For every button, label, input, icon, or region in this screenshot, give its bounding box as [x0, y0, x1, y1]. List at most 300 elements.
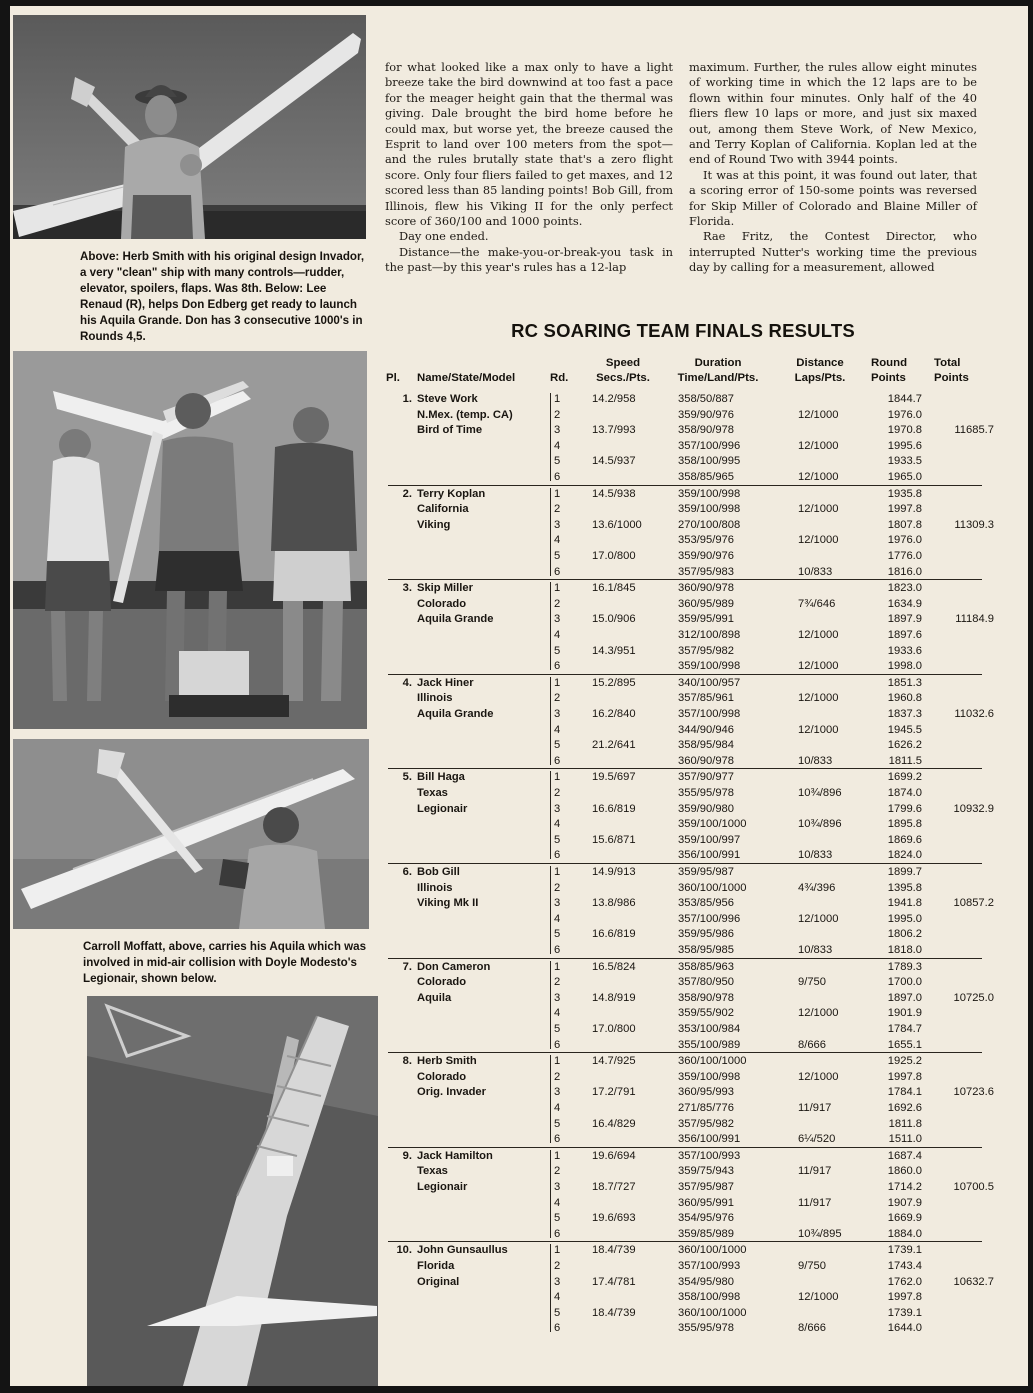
result-model: Aquila [417, 991, 452, 1004]
result-round-points: 1824.0 [887, 849, 922, 862]
result-speed: 18.4/739 [592, 1244, 636, 1257]
result-state: N.Mex. (temp. CA) [417, 408, 513, 421]
result-duration: 360/95/991 [678, 1196, 734, 1209]
result-round-number: 1 [554, 866, 561, 878]
result-speed: 17.4/781 [592, 1275, 636, 1288]
result-duration: 353/95/976 [678, 534, 734, 547]
result-speed: 16.1/845 [592, 582, 636, 595]
result-round-points: 1634.9 [887, 597, 922, 610]
result-speed: 19.6/694 [592, 1149, 636, 1162]
result-model: Bird of Time [417, 424, 483, 437]
result-total-points: 10700.5 [953, 1180, 994, 1193]
result-round-number: 2 [554, 881, 561, 894]
result-duration: 353/85/956 [678, 897, 734, 910]
result-round-number: 5 [554, 1306, 561, 1319]
result-model: Legionair [417, 1180, 468, 1193]
result-round-points: 1699.2 [887, 771, 922, 784]
result-divider [550, 1150, 551, 1238]
result-duration: 357/95/987 [678, 1180, 734, 1193]
photo-launch-group [13, 351, 367, 729]
result-round-number: 4 [554, 912, 561, 925]
result-duration: 271/85/776 [678, 1101, 734, 1114]
result-round-points: 1644.0 [887, 1322, 922, 1335]
result-duration: 358/95/985 [678, 944, 734, 956]
result-state: California [417, 503, 469, 516]
result-place: 5. [402, 771, 412, 784]
result-state: Colorado [417, 1070, 467, 1083]
result-round-number: 1 [554, 582, 561, 595]
result-speed: 14.2/958 [592, 393, 636, 405]
result-place: 8. [402, 1055, 412, 1068]
result-round-points: 1897.9 [887, 613, 922, 626]
result-round-number: 6 [554, 1227, 561, 1240]
result-round-number: 6 [554, 754, 561, 767]
result-duration: 359/100/997 [678, 833, 741, 846]
result-round-points: 1687.4 [887, 1149, 922, 1162]
result-distance: 9/750 [798, 976, 826, 989]
article-paragraph: Day one ended. [399, 229, 489, 244]
result-place: 10. [396, 1244, 412, 1257]
result-duration: 353/100/984 [678, 1022, 741, 1035]
result-total-points: 10632.7 [953, 1275, 994, 1288]
result-round-points: 1997.8 [887, 503, 922, 516]
result-round-number: 6 [554, 471, 561, 483]
result-round-points: 1669.9 [887, 1212, 922, 1225]
result-speed: 17.2/791 [592, 1086, 636, 1099]
result-speed: 14.7/925 [592, 1055, 636, 1068]
result-block [386, 1241, 1006, 1335]
result-round-number: 4 [554, 1007, 561, 1020]
result-duration: 357/100/993 [678, 1149, 741, 1162]
result-place: 6. [402, 866, 412, 878]
result-round-points: 1933.5 [887, 455, 922, 468]
results-title: RC SOARING TEAM FINALS RESULTS [511, 320, 855, 341]
result-speed: 15.0/906 [592, 613, 636, 626]
result-round-number: 5 [554, 1212, 561, 1225]
result-round-points: 1714.2 [887, 1180, 922, 1193]
result-divider [550, 1055, 551, 1143]
result-block [386, 863, 1006, 957]
header-duration [668, 356, 768, 386]
result-duration: 355/95/978 [678, 786, 734, 799]
result-speed: 19.5/697 [592, 771, 636, 784]
result-divider [550, 393, 551, 481]
header-duration-line2: Time/Land/Pts. [677, 372, 759, 384]
result-name: Don Cameron [417, 960, 491, 973]
result-duration: 270/100/808 [678, 518, 741, 531]
article-paragraph: Distance—the make-you-or-break-you task in the past—by this year's rules has a 12-lap [385, 244, 673, 275]
result-divider [550, 771, 551, 859]
result-name: Bill Haga [417, 771, 465, 784]
result-round-number: 3 [554, 1086, 561, 1099]
result-round-points: 1945.5 [887, 723, 922, 736]
result-model: Aquila Grande [417, 613, 494, 626]
result-round-points: 1976.0 [887, 408, 922, 421]
result-duration: 356/100/991 [678, 1133, 741, 1146]
result-speed: 17.0/800 [592, 549, 636, 562]
result-block [386, 1052, 1006, 1146]
result-speed: 14.5/937 [592, 455, 636, 468]
header-place: Pl. [386, 372, 400, 384]
result-round-number: 2 [554, 692, 561, 705]
result-speed: 15.6/871 [592, 833, 636, 846]
result-duration: 359/95/991 [678, 613, 734, 626]
result-round-points: 1976.0 [887, 534, 922, 547]
result-duration: 354/95/976 [678, 1212, 734, 1225]
result-speed: 18.7/727 [592, 1180, 636, 1193]
result-total-points: 11309.3 [954, 518, 994, 531]
result-round-points: 1895.8 [887, 818, 922, 831]
result-duration: 359/90/976 [678, 549, 734, 562]
result-duration: 360/90/978 [678, 754, 734, 767]
article-column-2 [689, 60, 977, 276]
header-total-points-line1: Total [934, 357, 961, 369]
result-model: Orig. Invader [417, 1086, 487, 1099]
result-duration: 355/95/978 [678, 1322, 734, 1335]
result-distance: 12/1000 [798, 628, 839, 641]
result-round-number: 1 [554, 393, 561, 405]
result-distance: 10/833 [798, 849, 833, 862]
result-round-points: 1965.0 [887, 471, 922, 483]
result-round-number: 1 [554, 676, 561, 689]
result-round-number: 4 [554, 439, 561, 452]
result-speed: 16.6/819 [592, 928, 636, 941]
header-speed-line1: Speed [605, 357, 641, 369]
result-round-points: 1925.2 [887, 1055, 922, 1068]
result-block [386, 674, 1006, 768]
result-round-number: 1 [554, 1244, 561, 1257]
result-round-points: 1851.3 [887, 676, 922, 689]
result-round-number: 4 [554, 818, 561, 831]
result-round-points: 1700.0 [887, 976, 922, 989]
result-speed: 16.4/829 [592, 1117, 636, 1130]
result-round-points: 1899.7 [887, 866, 922, 878]
result-speed: 13.6/1000 [592, 518, 642, 531]
result-divider [550, 488, 551, 576]
result-duration: 358/100/998 [678, 1291, 741, 1304]
result-total-points: 11685.7 [954, 424, 994, 437]
result-round-number: 4 [554, 1101, 561, 1114]
header-distance [784, 356, 856, 386]
result-round-points: 1818.0 [887, 944, 922, 956]
result-name: Terry Koplan [417, 487, 486, 500]
result-round-number: 2 [554, 786, 561, 799]
result-duration: 359/100/998 [678, 487, 741, 500]
result-state: Illinois [417, 692, 453, 705]
result-round-number: 6 [554, 1322, 561, 1335]
result-duration: 359/90/980 [678, 802, 734, 815]
result-round-points: 1811.8 [888, 1117, 922, 1130]
result-round-points: 1941.8 [887, 897, 922, 910]
result-block [386, 579, 1006, 673]
result-round-number: 3 [554, 518, 561, 531]
result-model: Original [417, 1275, 460, 1288]
result-duration: 359/90/976 [678, 408, 734, 421]
result-duration: 360/95/989 [678, 597, 734, 610]
photo-launch-group-image [13, 351, 367, 729]
result-round-number: 2 [554, 1070, 561, 1083]
article-paragraph: maximum. Further, the rules allow eight minutes of working time in which the 12 laps are to be flown within four minutes. Only half of the 40 fliers flew 10 laps or more, and just six maxed out, among them Steve Work, of New Mexico, and Terry Koplan of California. Koplan led at the end of Round Two with 3944 points. [689, 60, 977, 167]
result-state: Texas [417, 1165, 448, 1178]
result-name: Bob Gill [417, 866, 460, 878]
result-round-number: 3 [554, 802, 561, 815]
result-distance: 12/1000 [798, 408, 839, 421]
header-name: Name/State/Model [417, 372, 516, 384]
result-round-points: 1655.1 [887, 1038, 922, 1051]
result-round-points: 1874.0 [887, 786, 922, 799]
result-round-number: 1 [554, 960, 561, 973]
result-duration: 358/50/887 [678, 393, 734, 405]
result-duration: 357/100/996 [678, 912, 741, 925]
result-distance: 8/666 [798, 1322, 826, 1335]
header-distance-line1: Distance [796, 357, 844, 369]
result-distance: 12/1000 [798, 1291, 839, 1304]
result-duration: 359/100/1000 [678, 818, 747, 831]
result-state: Colorado [417, 597, 467, 610]
result-round-number: 3 [554, 707, 561, 720]
result-block [386, 768, 1006, 862]
photo-herb-smith-glider [13, 15, 366, 239]
result-duration: 358/85/963 [678, 960, 734, 973]
result-distance: 11/917 [798, 1165, 832, 1178]
result-distance: 10¾/896 [798, 786, 842, 799]
result-distance: 10¾/896 [798, 818, 842, 831]
result-distance: 10¾/895 [798, 1227, 842, 1240]
result-duration: 357/100/998 [678, 707, 741, 720]
photo-carroll-moffatt [13, 739, 369, 929]
result-duration: 360/100/1000 [678, 1306, 747, 1319]
result-distance: 12/1000 [798, 723, 839, 736]
result-duration: 359/55/902 [678, 1007, 734, 1020]
result-round-points: 1869.6 [887, 833, 922, 846]
result-round-number: 5 [554, 833, 561, 846]
result-block [386, 958, 1006, 1052]
result-duration: 312/100/898 [678, 628, 741, 641]
result-speed: 15.2/895 [592, 676, 636, 689]
result-model: Aquila Grande [417, 707, 494, 720]
result-duration: 359/75/943 [678, 1165, 734, 1178]
result-duration: 358/100/995 [678, 455, 741, 468]
result-duration: 344/90/946 [678, 723, 734, 736]
result-distance: 12/1000 [798, 692, 839, 705]
result-round-points: 1897.6 [887, 628, 922, 641]
result-round-number: 4 [554, 723, 561, 736]
result-round-points: 1907.9 [887, 1196, 922, 1209]
result-distance: 12/1000 [798, 660, 839, 673]
result-round-number: 6 [554, 1038, 561, 1051]
result-total-points: 10932.9 [953, 802, 994, 815]
result-name: Steve Work [417, 393, 478, 405]
result-divider [550, 961, 551, 1049]
result-round-points: 1739.1 [887, 1244, 922, 1257]
result-round-number: 5 [554, 644, 561, 657]
photo-legionair-image [87, 996, 378, 1386]
result-name: Herb Smith [417, 1055, 477, 1068]
result-block [386, 485, 1006, 579]
result-round-points: 1743.4 [887, 1259, 922, 1272]
result-state: Illinois [417, 881, 453, 894]
result-round-points: 1807.8 [887, 518, 922, 531]
result-round-number: 5 [554, 455, 561, 468]
result-duration: 358/95/984 [678, 739, 734, 752]
caption-carroll-moffatt: Carroll Moffatt, above, carries his Aquila which was involved in mid-air collision with Doyle Modesto's Legionair, shown below. [83, 940, 367, 985]
result-name: John Gunsaullus [417, 1244, 508, 1257]
result-round-points: 1626.2 [887, 739, 922, 752]
result-round-number: 3 [554, 424, 561, 437]
result-round-number: 5 [554, 928, 561, 941]
result-duration: 357/95/982 [678, 1117, 734, 1130]
result-round-number: 3 [554, 613, 561, 626]
result-speed: 14.8/919 [592, 991, 636, 1004]
result-speed: 16.2/840 [592, 707, 636, 720]
result-round-points: 1995.0 [887, 912, 922, 925]
result-round-number: 2 [554, 1165, 561, 1178]
result-round-points: 1844.7 [887, 393, 922, 405]
header-total-points-line2: Points [934, 372, 969, 384]
result-round-number: 1 [554, 487, 561, 500]
result-state: Colorado [417, 976, 467, 989]
result-duration: 359/95/986 [678, 928, 734, 941]
result-round-points: 1799.6 [887, 802, 922, 815]
result-distance: 4¾/396 [798, 881, 836, 894]
result-duration: 358/90/978 [678, 991, 734, 1004]
result-distance: 10/833 [798, 565, 833, 578]
result-duration: 340/100/957 [678, 676, 741, 689]
result-round-number: 5 [554, 739, 561, 752]
result-model: Viking Mk II [417, 897, 479, 910]
result-speed: 13.7/993 [592, 424, 636, 437]
result-round-number: 6 [554, 1133, 561, 1146]
result-distance: 12/1000 [798, 1070, 839, 1083]
result-duration: 355/100/989 [678, 1038, 741, 1051]
result-distance: 12/1000 [798, 912, 839, 925]
result-round-points: 1395.8 [887, 881, 922, 894]
result-name: Skip Miller [417, 582, 473, 595]
article-paragraph: It was at this point, it was found out later, that a scoring error of 150-some points was reversed for Skip Miller of Colorado and Blaine Miller of Florida. [689, 167, 977, 229]
result-round-points: 1784.7 [887, 1022, 922, 1035]
result-duration: 357/100/996 [678, 439, 741, 452]
result-duration: 357/80/950 [678, 976, 734, 989]
result-round-number: 3 [554, 991, 561, 1004]
result-speed: 16.6/819 [592, 802, 636, 815]
result-speed: 14.5/938 [592, 487, 636, 500]
result-speed: 17.0/800 [592, 1022, 636, 1035]
result-speed: 19.6/693 [592, 1212, 636, 1225]
result-round-points: 1998.0 [887, 660, 922, 673]
result-total-points: 11184.9 [955, 613, 994, 626]
header-round-points-line2: Points [871, 372, 906, 384]
result-duration: 359/100/998 [678, 660, 741, 673]
result-duration: 357/85/961 [678, 692, 734, 705]
result-round-number: 1 [554, 1055, 561, 1068]
result-state: Texas [417, 786, 448, 799]
header-duration-line1: Duration [694, 357, 742, 369]
result-round-number: 6 [554, 944, 561, 956]
result-round-points: 1970.8 [887, 424, 922, 437]
result-distance: 12/1000 [798, 1007, 839, 1020]
result-round-points: 1762.0 [887, 1275, 922, 1288]
result-place: 7. [402, 960, 412, 973]
result-round-number: 5 [554, 1022, 561, 1035]
result-round-points: 1776.0 [887, 549, 922, 562]
caption-herb-smith: Above: Herb Smith with his original design Invador, a very "clean" ship with many controls—rudder, elevator, spoilers, flaps. Was 8th. Below: Lee Renaud (R), helps Don Edberg get ready to launch his Aquila Grande. Don has 3 consecutive 1000's in Rounds 4,5. [80, 250, 365, 343]
result-divider [550, 582, 551, 670]
result-round-points: 1995.6 [887, 439, 922, 452]
result-distance: 9/750 [798, 1259, 826, 1272]
result-model: Legionair [417, 802, 468, 815]
result-duration: 359/95/987 [678, 866, 734, 878]
result-speed: 14.3/951 [592, 644, 636, 657]
result-round-number: 3 [554, 1180, 561, 1193]
result-round-points: 1692.6 [887, 1101, 922, 1114]
result-round-points: 1789.3 [887, 960, 922, 973]
result-distance: 12/1000 [798, 503, 839, 516]
result-distance: 12/1000 [798, 471, 839, 483]
result-duration: 360/100/1000 [678, 1055, 747, 1068]
result-round-number: 6 [554, 849, 561, 862]
result-round-number: 2 [554, 408, 561, 421]
result-round-points: 1837.3 [887, 707, 922, 720]
result-duration: 360/90/978 [678, 582, 734, 595]
header-speed [582, 356, 664, 386]
result-round-number: 1 [554, 771, 561, 784]
result-round-number: 4 [554, 534, 561, 547]
result-model: Viking [417, 518, 451, 531]
result-round-number: 2 [554, 503, 561, 516]
article-paragraph: Rae Fritz, the Contest Director, who interrupted Nutter's working time the previous day by calling for a measurement, allowed [689, 229, 977, 275]
result-round-number: 5 [554, 549, 561, 562]
result-round-points: 1811.5 [888, 754, 922, 767]
result-distance: 11/917 [798, 1101, 832, 1114]
result-total-points: 10857.2 [953, 897, 994, 910]
result-duration: 356/100/991 [678, 849, 741, 862]
header-total-points [934, 356, 994, 386]
result-round-number: 3 [554, 1275, 561, 1288]
result-round-number: 2 [554, 597, 561, 610]
result-round-points: 1823.0 [887, 582, 922, 595]
result-round-number: 1 [554, 1149, 561, 1162]
article-paragraph: for what looked like a max only to have a light breeze take the bird downwind at too fast a pace for the meager height gain that the thermal was giving. Dale brought the bird home before he could max, but worse yet, the breeze caused the Esprit to land over 100 meters from the spot—and the rules brutally state that's a zero flight score. Only four fliers failed to get maxes, and 12 scored less than 85 landing points! Bob Gill, from Illinois, flew his Viking II for the only perfect score of 360/100 and 1000 points. [385, 60, 673, 229]
result-duration: 358/85/965 [678, 471, 734, 483]
header-round-points-line1: Round [871, 357, 908, 369]
results-table-header [386, 346, 1006, 388]
result-round-points: 1901.9 [887, 1007, 922, 1020]
result-divider [550, 1244, 551, 1332]
result-round-points: 1739.1 [887, 1306, 922, 1319]
result-round-points: 1997.8 [887, 1291, 922, 1304]
result-distance: 7¾/646 [798, 597, 836, 610]
result-round-points: 1784.1 [887, 1086, 922, 1099]
result-duration: 357/100/993 [678, 1259, 741, 1272]
result-round-points: 1897.0 [887, 991, 922, 1004]
result-place: 4. [402, 676, 412, 689]
result-distance: 12/1000 [798, 439, 839, 452]
result-round-points: 1997.8 [887, 1070, 922, 1083]
result-total-points: 10725.0 [953, 991, 994, 1004]
result-divider [550, 677, 551, 765]
result-place: 9. [402, 1149, 412, 1162]
photo-legionair-closeup [87, 996, 378, 1386]
result-place: 3. [402, 582, 412, 595]
result-block [386, 1147, 1006, 1241]
result-distance: 10/833 [798, 944, 833, 956]
result-round-number: 4 [554, 1291, 561, 1304]
result-duration: 359/85/989 [678, 1227, 734, 1240]
header-distance-line2: Laps/Pts. [794, 372, 846, 384]
result-round-number: 5 [554, 1117, 561, 1130]
result-distance: 10/833 [798, 754, 833, 767]
result-duration: 354/95/980 [678, 1275, 734, 1288]
